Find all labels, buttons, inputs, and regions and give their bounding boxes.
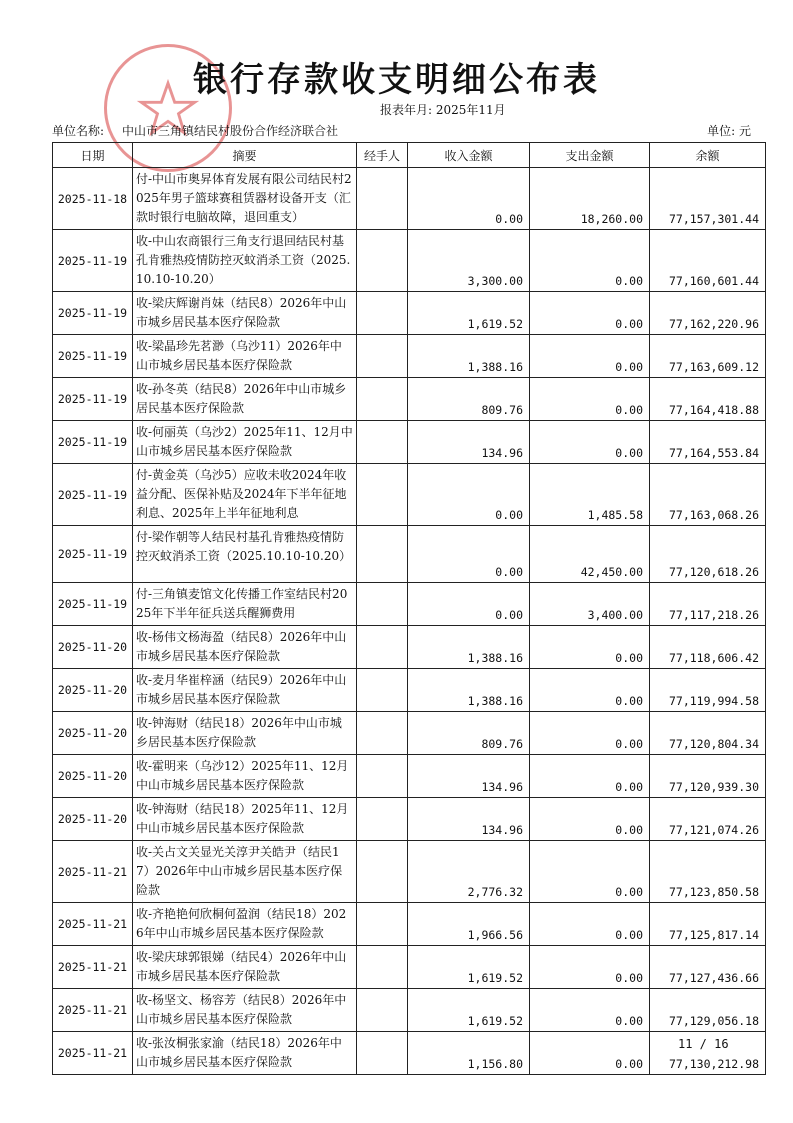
page-title: 银行存款收支明细公布表 xyxy=(193,60,600,100)
income-cell: 134.96 xyxy=(408,798,530,841)
expense-cell: 0.00 xyxy=(530,798,650,841)
summary-cell: 收-霍明来（乌沙12）2025年11、12月中山市城乡居民基本医疗保险款 xyxy=(133,755,357,798)
income-cell: 809.76 xyxy=(408,712,530,755)
handler-cell xyxy=(357,798,408,841)
income-cell: 1,156.80 xyxy=(408,1032,530,1075)
date-cell: 2025-11-19 xyxy=(53,292,133,335)
table-row xyxy=(53,669,766,712)
date-cell: 2025-11-19 xyxy=(53,464,133,526)
handler-cell xyxy=(357,989,408,1032)
expense-cell: 0.00 xyxy=(530,989,650,1032)
table-row xyxy=(53,583,766,626)
table-header-row xyxy=(53,143,766,168)
summary-cell: 付-三角镇麦馆文化传播工作室结民村2025年下半年征兵送兵醒狮费用 xyxy=(133,583,357,626)
income-cell: 1,388.16 xyxy=(408,335,530,378)
handler-cell xyxy=(357,526,408,583)
income-cell: 134.96 xyxy=(408,421,530,464)
date-cell: 2025-11-20 xyxy=(53,669,133,712)
handler-cell xyxy=(357,841,408,903)
summary-cell: 付-中山市奥昇体育发展有限公司结民村2025年男子篮球赛租赁器材设备开支（汇款时银行电脑故障，退回重支） xyxy=(133,168,357,230)
table-row xyxy=(53,335,766,378)
date-cell: 2025-11-20 xyxy=(53,755,133,798)
unit-name-value: 中山市三角镇结民村股份合作经济联合社 xyxy=(122,124,339,138)
summary-cell: 收-钟海财（结民18）2026年中山市城乡居民基本医疗保险款 xyxy=(133,712,357,755)
date-cell: 2025-11-18 xyxy=(53,168,133,230)
handler-cell xyxy=(357,755,408,798)
balance-cell: 77,119,994.58 xyxy=(650,669,766,712)
income-cell: 1,388.16 xyxy=(408,669,530,712)
income-cell: 0.00 xyxy=(408,464,530,526)
balance-cell: 77,120,939.30 xyxy=(650,755,766,798)
date-cell: 2025-11-21 xyxy=(53,946,133,989)
summary-cell: 收-麦月华崔梓涵（结民9）2026年中山市城乡居民基本医疗保险款 xyxy=(133,669,357,712)
table-row xyxy=(53,1032,766,1075)
column-header-expense: 支出金额 xyxy=(530,143,650,168)
table-row xyxy=(53,378,766,421)
expense-cell: 0.00 xyxy=(530,712,650,755)
handler-cell xyxy=(357,1032,408,1075)
income-cell: 1,388.16 xyxy=(408,626,530,669)
table-row xyxy=(53,712,766,755)
table-row xyxy=(53,168,766,230)
income-cell: 2,776.32 xyxy=(408,841,530,903)
column-header-income: 收入金额 xyxy=(408,143,530,168)
date-cell: 2025-11-19 xyxy=(53,526,133,583)
expense-cell: 0.00 xyxy=(530,230,650,292)
date-cell: 2025-11-21 xyxy=(53,989,133,1032)
date-cell: 2025-11-19 xyxy=(53,378,133,421)
balance-cell: 77,125,817.14 xyxy=(650,903,766,946)
income-cell: 1,966.56 xyxy=(408,903,530,946)
income-cell: 0.00 xyxy=(408,168,530,230)
expense-cell: 0.00 xyxy=(530,903,650,946)
handler-cell xyxy=(357,378,408,421)
handler-cell xyxy=(357,626,408,669)
balance-cell: 77,118,606.42 xyxy=(650,626,766,669)
balance-cell: 77,120,618.26 xyxy=(650,526,766,583)
balance-cell: 77,127,436.66 xyxy=(650,946,766,989)
balance-cell: 77,163,609.12 xyxy=(650,335,766,378)
handler-cell xyxy=(357,230,408,292)
income-cell: 809.76 xyxy=(408,378,530,421)
report-period: 报表年月: 2025年11月 xyxy=(380,103,506,117)
summary-cell: 收-杨坚文、杨容芳（结民8）2026年中山市城乡居民基本医疗保险款 xyxy=(133,989,357,1032)
summary-cell: 付-梁作朝等人结民村基孔肯雅热疫情防控灭蚊消杀工资（2025.10.10-10.20） xyxy=(133,526,357,583)
balance-cell: 77,120,804.34 xyxy=(650,712,766,755)
income-cell: 0.00 xyxy=(408,583,530,626)
summary-cell: 收-杨伟文杨海盈（结民8）2026年中山市城乡居民基本医疗保险款 xyxy=(133,626,357,669)
summary-cell: 收-梁庆辉谢肖妹（结民8）2026年中山市城乡居民基本医疗保险款 xyxy=(133,292,357,335)
expense-cell: 0.00 xyxy=(530,755,650,798)
column-header-handler: 经手人 xyxy=(357,143,408,168)
handler-cell xyxy=(357,168,408,230)
expense-cell: 0.00 xyxy=(530,946,650,989)
handler-cell xyxy=(357,464,408,526)
balance-cell: 77,117,218.26 xyxy=(650,583,766,626)
expense-cell: 0.00 xyxy=(530,669,650,712)
table-row xyxy=(53,841,766,903)
expense-cell: 0.00 xyxy=(530,292,650,335)
date-cell: 2025-11-19 xyxy=(53,335,133,378)
summary-cell: 收-孙冬英（结民8）2026年中山市城乡居民基本医疗保险款 xyxy=(133,378,357,421)
table-row xyxy=(53,230,766,292)
balance-cell: 77,129,056.18 xyxy=(650,989,766,1032)
balance-cell: 77,163,068.26 xyxy=(650,464,766,526)
date-cell: 2025-11-20 xyxy=(53,798,133,841)
table-row xyxy=(53,755,766,798)
date-cell: 2025-11-21 xyxy=(53,841,133,903)
balance-cell: 77,160,601.44 xyxy=(650,230,766,292)
summary-cell: 付-黄金英（乌沙5）应收未收2024年收益分配、医保补贴及2024年下半年征地利息、2025年上半年征地利息 xyxy=(133,464,357,526)
handler-cell xyxy=(357,903,408,946)
date-cell: 2025-11-21 xyxy=(53,1032,133,1075)
summary-cell: 收-梁晶珍先茗渺（乌沙11）2026年中山市城乡居民基本医疗保险款 xyxy=(133,335,357,378)
expense-cell: 1,485.58 xyxy=(530,464,650,526)
handler-cell xyxy=(357,421,408,464)
summary-cell: 收-齐艳艳何欣桐何盈润（结民18）2026年中山市城乡居民基本医疗保险款 xyxy=(133,903,357,946)
handler-cell xyxy=(357,669,408,712)
expense-cell: 42,450.00 xyxy=(530,526,650,583)
expense-cell: 0.00 xyxy=(530,841,650,903)
summary-cell: 收-梁庆球郭银娣（结民4）2026年中山市城乡居民基本医疗保险款 xyxy=(133,946,357,989)
table-row xyxy=(53,526,766,583)
balance-cell: 77,164,553.84 xyxy=(650,421,766,464)
expense-cell: 3,400.00 xyxy=(530,583,650,626)
handler-cell xyxy=(357,583,408,626)
date-cell: 2025-11-20 xyxy=(53,712,133,755)
income-cell: 134.96 xyxy=(408,755,530,798)
table-row xyxy=(53,946,766,989)
balance-cell: 77,157,301.44 xyxy=(650,168,766,230)
currency-unit: 单位: 元 xyxy=(707,124,751,138)
unit-name-label: 单位名称: xyxy=(52,124,105,138)
handler-cell xyxy=(357,712,408,755)
summary-cell: 收-何丽英（乌沙2）2025年11、12月中山市城乡居民基本医疗保险款 xyxy=(133,421,357,464)
summary-cell: 收-关占文关显光关淳尹关皓尹（结民17）2026年中山市城乡居民基本医疗保险款 xyxy=(133,841,357,903)
table-row xyxy=(53,798,766,841)
table-row xyxy=(53,292,766,335)
date-cell: 2025-11-19 xyxy=(53,421,133,464)
table-row xyxy=(53,989,766,1032)
income-cell: 3,300.00 xyxy=(408,230,530,292)
income-cell: 1,619.52 xyxy=(408,989,530,1032)
table-row xyxy=(53,903,766,946)
expense-cell: 0.00 xyxy=(530,1032,650,1075)
summary-cell: 收-钟海财（结民18）2025年11、12月中山市城乡居民基本医疗保险款 xyxy=(133,798,357,841)
unit-row xyxy=(52,122,765,138)
balance-cell: 77,130,212.98 xyxy=(650,1032,766,1075)
page-number: 11 / 16 xyxy=(678,1037,729,1051)
balance-cell: 77,162,220.96 xyxy=(650,292,766,335)
ledger-table xyxy=(52,142,766,1075)
handler-cell xyxy=(357,292,408,335)
ledger-body xyxy=(53,168,766,1075)
handler-cell xyxy=(357,335,408,378)
summary-cell: 收-中山农商银行三角支行退回结民村基孔肯雅热疫情防控灭蚊消杀工资（2025.10.10-10.20） xyxy=(133,230,357,292)
balance-cell: 77,123,850.58 xyxy=(650,841,766,903)
balance-cell: 77,164,418.88 xyxy=(650,378,766,421)
handler-cell xyxy=(357,946,408,989)
expense-cell: 0.00 xyxy=(530,421,650,464)
expense-cell: 0.00 xyxy=(530,335,650,378)
column-header-balance: 余额 xyxy=(650,143,766,168)
date-cell: 2025-11-21 xyxy=(53,903,133,946)
table-row xyxy=(53,464,766,526)
date-cell: 2025-11-19 xyxy=(53,230,133,292)
income-cell: 1,619.52 xyxy=(408,292,530,335)
balance-cell: 77,121,074.26 xyxy=(650,798,766,841)
date-cell: 2025-11-20 xyxy=(53,626,133,669)
income-cell: 0.00 xyxy=(408,526,530,583)
date-cell: 2025-11-19 xyxy=(53,583,133,626)
expense-cell: 0.00 xyxy=(530,378,650,421)
table-row xyxy=(53,626,766,669)
column-header-summary: 摘要 xyxy=(133,143,357,168)
expense-cell: 18,260.00 xyxy=(530,168,650,230)
table-row xyxy=(53,421,766,464)
summary-cell: 收-张汝桐张家渝（结民18）2026年中山市城乡居民基本医疗保险款 xyxy=(133,1032,357,1075)
column-header-date: 日期 xyxy=(53,143,133,168)
expense-cell: 0.00 xyxy=(530,626,650,669)
income-cell: 1,619.52 xyxy=(408,946,530,989)
